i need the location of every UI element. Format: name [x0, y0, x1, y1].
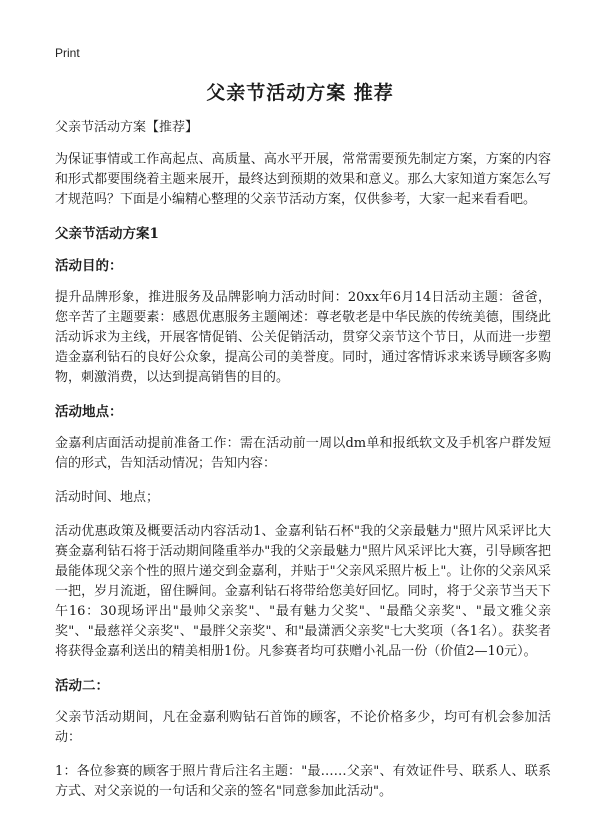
location-paragraph: 金嘉利店面活动提前准备工作：需在活动前一周以dm单和报纸软文及手机客户群发短信的形式，告知活动情况；告知内容：: [55, 436, 551, 471]
time-place-paragraph: 活动时间、地点；: [55, 490, 160, 505]
purpose-heading: 活动目的：: [55, 258, 123, 274]
intro-paragraph: 为保证事情或工作高起点、高质量、高水平开展，常常需要预先制定方案，方案的内容和形式都要围绕着主题来展开，最终达到预期的效果和意义。那么大家知道方案怎么写才规范吗？下面是小编精心整理的父亲节活动方案，仅供参考，大家一起来看看吧。: [55, 152, 551, 207]
print-link[interactable]: Print: [55, 46, 80, 60]
offer-paragraph: 活动优惠政策及概要活动内容活动1、金嘉利钻石杯"我的父亲最魅力"照片风采评比大赛金嘉利钻石将于活动期间隆重举办"我的父亲最魅力"照片风采评比大赛，引导顾客把最能体现父亲个性的照片递交到金嘉利，并贴于"父亲风采照片板上"。让你的父亲风采一把，岁月流逝，留住瞬间。金嘉利钻石将带给您美好回忆。同时，将于父亲节当天下午16：30现场评出"最帅父亲奖"、"最有魅力父奖"、"最酷父亲奖"、"最文雅父亲奖"、"最慈祥父亲奖"、"最胖父亲奖"、和"最潇洒父亲奖"七大奖项（各1名）。获奖者将获得金嘉利送出的精美相册1份。凡参赛者均可获赠小礼品一份（价值2—10元）。: [55, 524, 551, 659]
location-heading: 活动地点：: [55, 404, 123, 420]
page-title: 父亲节活动方案 推荐: [206, 82, 394, 104]
activity2-heading: 活动二：: [55, 678, 109, 694]
plan1-heading: 父亲节活动方案1: [55, 226, 159, 242]
purpose-paragraph: 提升品牌形象，推进服务及品牌影响力活动时间：20xx年6月14日活动主题：爸爸，您辛苦了主题要素：感恩优惠服务主题阐述：尊老敬老是中华民族的传统美德，围绕此活动诉求为主线，开展客情促销、公关促销活动，贯穿父亲节这个节日，从而进一步塑造金嘉利钻石的良好公众象，提高公司的美誉度。同时，通过客情诉求来诱导顾客多购物，刺激消费，以达到提高销售的目的。: [55, 290, 551, 385]
activity2-paragraph: 父亲节活动期间，凡在金嘉利购钻石首饰的顾客，不论价格多少，均可有机会参加活动：: [55, 710, 551, 745]
document-body: [55, 118, 551, 812]
doc-subtitle: 父亲节活动方案【推荐】: [55, 120, 199, 135]
rule1-paragraph: 1：各位参赛的顾客于照片背后注名主题："最……父亲"、有效证件号、联系人、联系方式、对父亲说的一句话和父亲的签名"同意参加此活动"。: [55, 764, 551, 799]
